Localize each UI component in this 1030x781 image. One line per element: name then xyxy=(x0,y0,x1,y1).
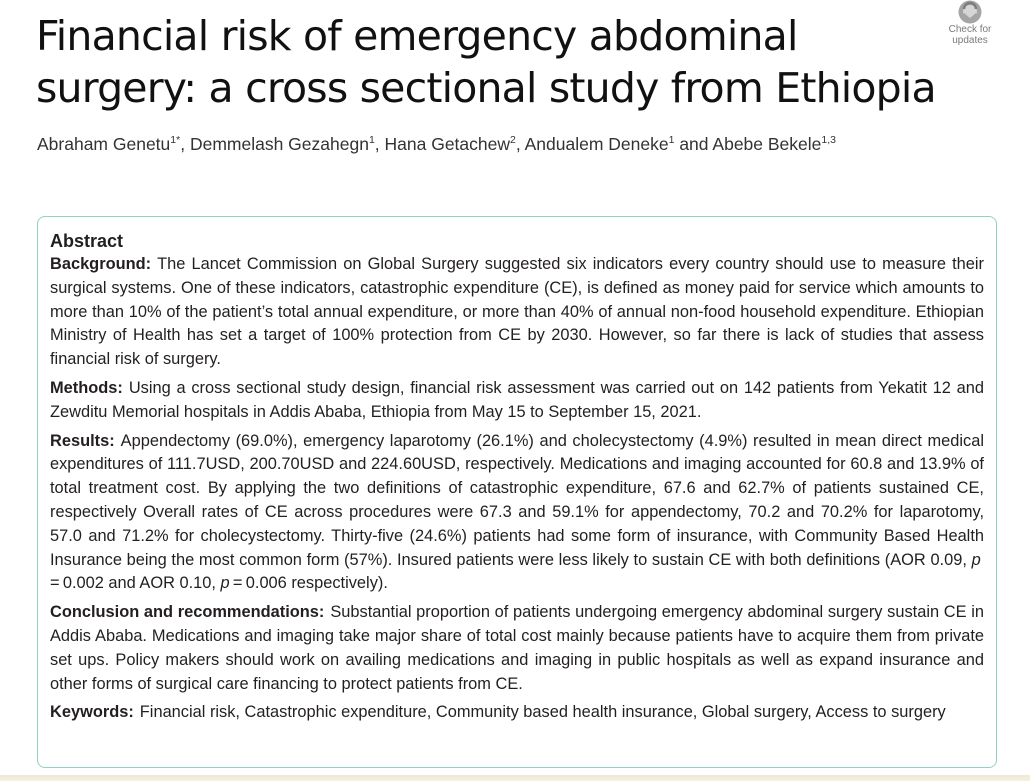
author-name: Hana Getachew xyxy=(384,134,511,154)
author-name: Abebe Bekele xyxy=(712,134,822,154)
abstract-conclusion xyxy=(50,601,984,696)
author-1[interactable] xyxy=(37,134,180,154)
section-text: Appendectomy (69.0%), emergency laparotomy (26.1%) and cholecystectomy (4.9%) resulted in mean direct medical expenditures of 111.7USD, 200.70USD and 224.60USD, respectively. Medications and imaging accounted for 60.8 and 13.9% of total treatment cost. By applying the two definitions of catastrophic expenditure, 67.6 and 62.7% of patients sustained CE, respectively Overall rates of CE across procedures were 67.3 and 59.1% for appendectomy, 70.2 and 70.2% for laparotomy, 57.0 and 71.2% for cholecystectomy. Thirty-five (24.6%) patients had some form of insurance, with Community Based Health Insurance being the most common form (57%). Insured patients were less likely to sustain CE with both definitions (AOR 0.09, xyxy=(50,431,984,569)
check-for-updates-icon xyxy=(954,0,986,24)
author-name: Andualem Deneke xyxy=(524,134,669,154)
abstract-heading: Abstract xyxy=(50,231,124,251)
author-affiliation: 2 xyxy=(510,134,516,146)
abstract-keywords xyxy=(50,701,984,725)
section-text: Using a cross sectional study design, financial risk assessment was carried out on 142 patients from Yekatit 12 and Zewditu Memorial hospitals in Addis Ababa, Ethiopia from May 15 to September 15, 2021. xyxy=(50,378,984,421)
badge-line-1: Check for xyxy=(948,24,992,35)
abstract-results xyxy=(50,430,984,597)
section-text: = 0.006 respectively). xyxy=(229,574,388,593)
section-label: Methods: xyxy=(50,378,123,397)
section-label: Background: xyxy=(50,255,152,273)
author-3[interactable] xyxy=(385,134,516,154)
abstract-methods xyxy=(50,377,984,425)
author-list xyxy=(37,133,836,155)
section-label: Results: xyxy=(50,431,115,450)
section-label: Keywords: xyxy=(50,703,134,722)
p-value-symbol: p xyxy=(220,574,230,593)
abstract-box xyxy=(37,216,997,768)
author-separator: and xyxy=(674,134,713,154)
p-value-symbol: p xyxy=(971,550,981,569)
section-label: Conclusion and recommendations: xyxy=(50,603,325,622)
check-for-updates-label xyxy=(940,24,1000,46)
author-affiliation: 1,3 xyxy=(821,134,837,146)
author-separator: , xyxy=(180,134,190,154)
badge-line-2: updates xyxy=(952,35,988,46)
author-name: Demmelash Gezahegn xyxy=(189,134,369,154)
section-text: Substantial proportion of patients undergoing emergency abdominal surgery sustain CE in Addis Ababa. Medications and imaging take major share of total cost mainly because patients have to acquire them from private set ups. Policy makers should work on availing medications and imaging in public hospitals as well as expand insurance and other forms of surgical care financing to protect patients from CE. xyxy=(50,603,984,693)
author-affiliation: 1 xyxy=(368,134,375,146)
abstract-background xyxy=(50,253,984,372)
article-title: Financial risk of emergency abdominal surgery: a cross sectional study from Ethiopia xyxy=(36,12,936,112)
page-bottom-edge xyxy=(0,775,1030,781)
author-2[interactable] xyxy=(190,134,375,154)
author-affiliation: 1 xyxy=(668,134,675,146)
author-4[interactable] xyxy=(525,134,675,154)
author-name: Abraham Genetu xyxy=(37,134,171,154)
author-separator: , xyxy=(515,134,525,154)
author-5[interactable] xyxy=(712,134,836,154)
section-text: The Lancet Commission on Global Surgery suggested six indicators every country should use to measure their surgical systems. One of these indicators, catastrophic expenditure (CE), is defined as money paid for service which amounts to more than 10% of the patient’s total annual expenditure, or more than 40% of annual non-food household expenditure. Ethiopian Ministry of Health has set a target of 100% protection from CE by 2030. However, so far there is lack of studies that assess financial risk of surgery. xyxy=(50,255,984,369)
section-text: = 0.002 and AOR 0.10, xyxy=(50,550,984,593)
section-text: Financial risk, Catastrophic expenditure, Community based health insurance, Global surgery, Access to surgery xyxy=(139,703,946,722)
check-for-updates-badge[interactable] xyxy=(940,0,1000,50)
author-affiliation: 1* xyxy=(170,134,181,146)
author-separator: , xyxy=(374,134,385,154)
